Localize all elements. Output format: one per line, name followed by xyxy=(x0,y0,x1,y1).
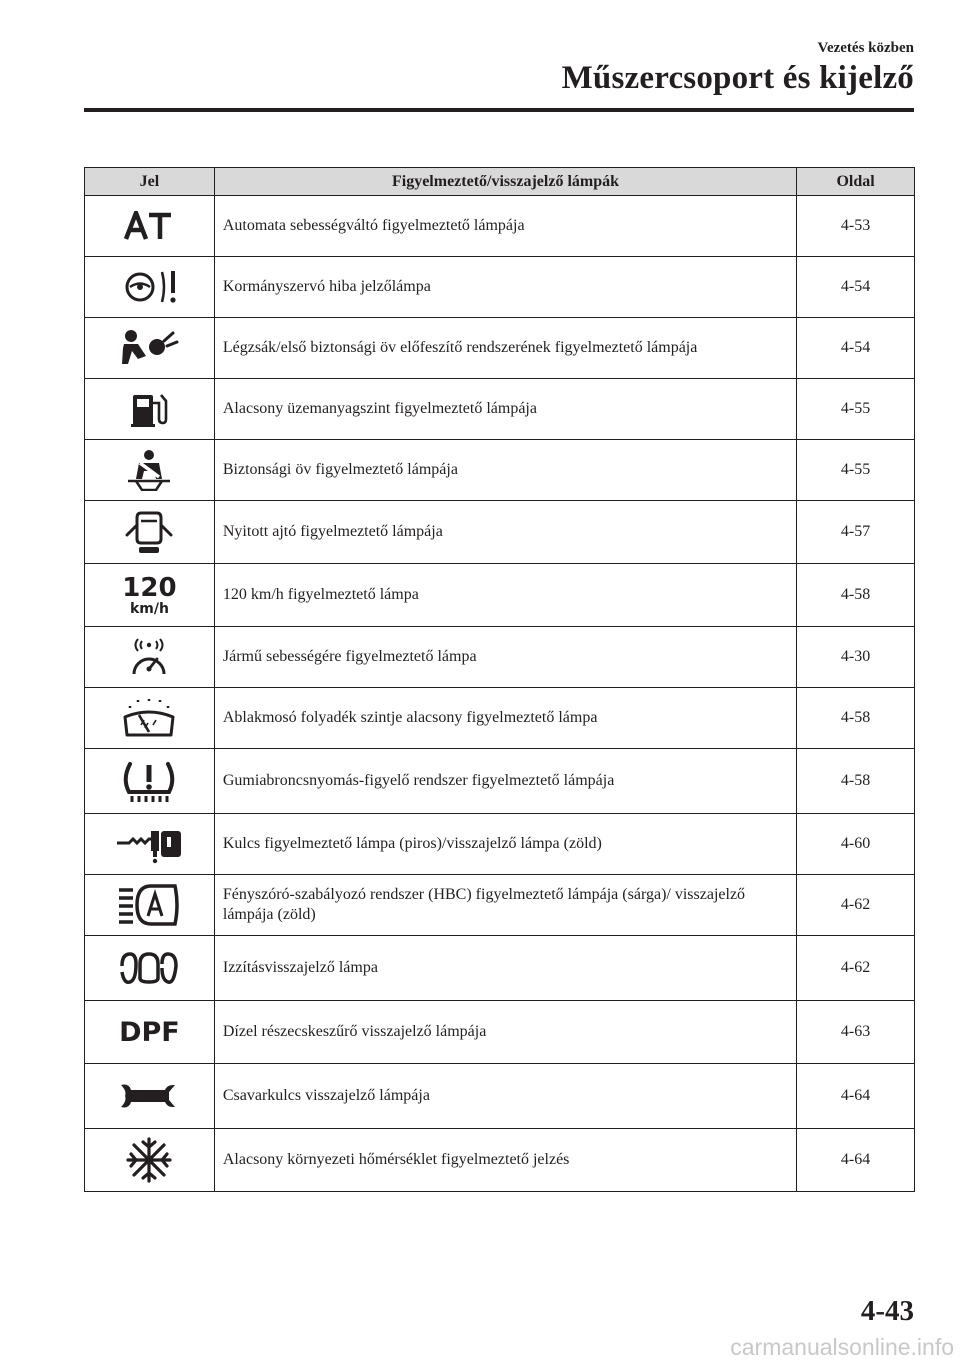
page-reference: 4-58 xyxy=(797,688,915,749)
symbol-cell xyxy=(85,318,215,379)
low-fuel-icon xyxy=(129,389,169,429)
section-subtitle: Vezetés közben xyxy=(817,40,914,56)
page-reference: 4-58 xyxy=(797,564,915,627)
table-row xyxy=(85,688,915,749)
table-row xyxy=(85,814,915,875)
table-row xyxy=(85,627,915,688)
lamp-description: Fényszóró-szabályozó rendszer (HBC) figyelmeztető lámpája (sárga)/ visszajelző lámpája (zöld) xyxy=(214,875,796,936)
lamp-description: Automata sebességváltó figyelmeztető lámpája xyxy=(214,196,796,257)
symbol-cell xyxy=(85,688,215,749)
page-reference: 4-64 xyxy=(797,1129,915,1192)
table-row xyxy=(85,1129,915,1192)
speed-120-icon xyxy=(85,572,214,617)
lamp-description: Kormányszervó hiba jelzőlámpa xyxy=(214,257,796,318)
page-title: Műszercsoport és kijelző xyxy=(561,60,914,96)
page-reference: 4-64 xyxy=(797,1064,915,1129)
lamp-description: Ablakmosó folyadék szintje alacsony figyelmeztető lámpa xyxy=(214,688,796,749)
wrench-icon xyxy=(117,1079,181,1113)
symbol-cell xyxy=(85,936,215,1001)
speed-120-number: 120 xyxy=(122,572,177,603)
header-description: Figyelmeztető/visszajelző lámpák xyxy=(214,168,796,196)
seat-belt-icon xyxy=(126,449,172,491)
symbol-cell xyxy=(85,440,215,501)
table-row xyxy=(85,440,915,501)
header-symbol: Jel xyxy=(85,168,215,196)
lamp-description: Csavarkulcs visszajelző lámpája xyxy=(214,1064,796,1129)
lamp-description: Alacsony üzemanyagszint figyelmeztető lámpája xyxy=(214,379,796,440)
symbol-cell xyxy=(85,1064,215,1129)
vehicle-speed-alarm-icon xyxy=(126,636,172,678)
washer-fluid-icon xyxy=(121,697,177,739)
lamp-description: Nyitott ajtó figyelmeztető lámpája xyxy=(214,501,796,564)
page-reference: 4-30 xyxy=(797,627,915,688)
symbol-cell xyxy=(85,875,215,936)
table-row xyxy=(85,749,915,814)
snowflake-icon xyxy=(125,1136,173,1184)
door-ajar-icon xyxy=(124,509,174,555)
glow-plug-icon xyxy=(118,948,180,988)
page-reference: 4-57 xyxy=(797,501,915,564)
table-row xyxy=(85,936,915,1001)
lamp-description: Izzításvisszajelző lámpa xyxy=(214,936,796,1001)
symbol-cell xyxy=(85,814,215,875)
lamp-description: Kulcs figyelmeztető lámpa (piros)/visszajelző lámpa (zöld) xyxy=(214,814,796,875)
symbol-cell xyxy=(85,257,215,318)
warning-lamps-table xyxy=(84,167,915,1192)
page-reference: 4-63 xyxy=(797,1001,915,1064)
power-steering-warning-icon xyxy=(118,267,180,307)
table-row xyxy=(85,564,915,627)
table-row xyxy=(85,379,915,440)
lamp-description: Jármű sebességére figyelmeztető lámpa xyxy=(214,627,796,688)
symbol-cell xyxy=(85,1001,215,1064)
watermark: carmanualsonline.info xyxy=(730,1334,954,1360)
lamp-description: Légzsák/első biztonsági öv előfeszítő rendszerének figyelmeztető lámpája xyxy=(214,318,796,379)
table-row xyxy=(85,196,915,257)
table-header-row xyxy=(85,168,915,196)
symbol-cell xyxy=(85,379,215,440)
page-reference: 4-54 xyxy=(797,257,915,318)
symbol-cell xyxy=(85,196,215,257)
table-row xyxy=(85,1001,915,1064)
table-row xyxy=(85,257,915,318)
lamp-description: 120 km/h figyelmeztető lámpa xyxy=(214,564,796,627)
page-reference: 4-62 xyxy=(797,875,915,936)
page-reference: 4-53 xyxy=(797,196,915,257)
airbag-warning-icon xyxy=(118,328,180,368)
symbol-cell xyxy=(85,749,215,814)
page-reference: 4-55 xyxy=(797,379,915,440)
page-number: 4-43 xyxy=(860,1295,914,1327)
key-warning-icon xyxy=(115,823,183,865)
lamp-description: Alacsony környezeti hőmérséklet figyelmeztető jelzés xyxy=(214,1129,796,1192)
tire-pressure-icon xyxy=(119,758,179,804)
hbc-headlight-icon xyxy=(117,883,181,927)
symbol-cell xyxy=(85,1129,215,1192)
table-row xyxy=(85,875,915,936)
dpf-icon: DPF xyxy=(119,1016,180,1048)
header-divider xyxy=(84,108,914,112)
page-reference: 4-60 xyxy=(797,814,915,875)
page-reference: 4-54 xyxy=(797,318,915,379)
table-row xyxy=(85,1064,915,1129)
page-reference: 4-55 xyxy=(797,440,915,501)
header-page: Oldal xyxy=(797,168,915,196)
symbol-cell xyxy=(85,501,215,564)
page-reference: 4-58 xyxy=(797,749,915,814)
at-warning-icon xyxy=(124,211,174,241)
lamp-description: Biztonsági öv figyelmeztető lámpája xyxy=(214,440,796,501)
table-row xyxy=(85,318,915,379)
symbol-cell xyxy=(85,564,215,627)
lamp-description: Dízel részecskeszűrő visszajelző lámpája xyxy=(214,1001,796,1064)
symbol-cell xyxy=(85,627,215,688)
table-row xyxy=(85,501,915,564)
page-reference: 4-62 xyxy=(797,936,915,1001)
lamp-description: Gumiabroncsnyomás-figyelő rendszer figyelmeztető lámpája xyxy=(214,749,796,814)
speed-120-unit: km/h xyxy=(129,600,169,617)
